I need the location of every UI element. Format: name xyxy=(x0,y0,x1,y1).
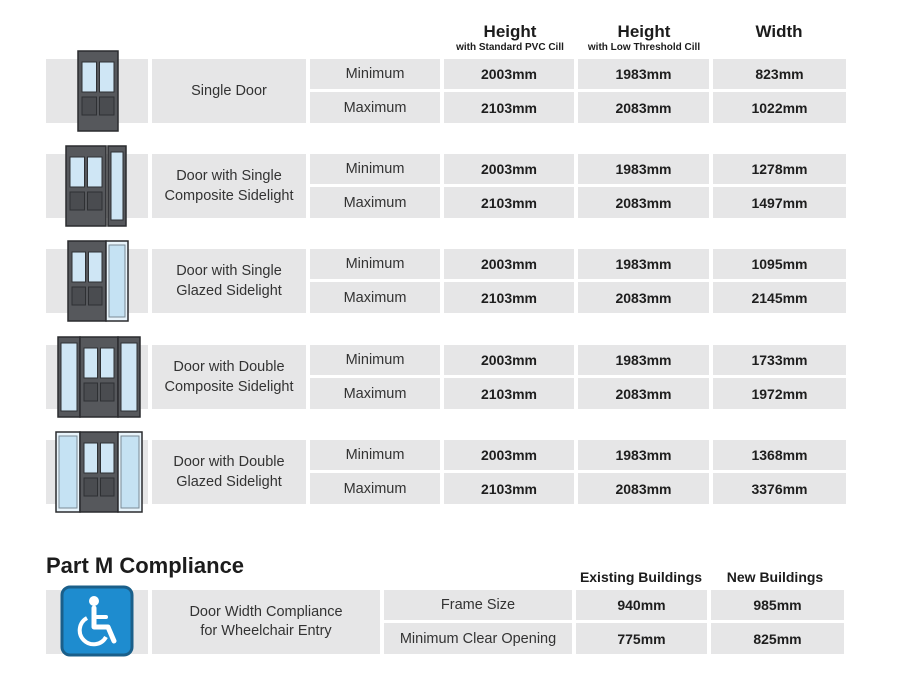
header-height-standard-sub: with Standard PVC Cill xyxy=(456,42,564,53)
maximum-label: Maximum xyxy=(310,282,440,313)
height-standard-value: 2003mm xyxy=(444,249,574,279)
height-low-value: 1983mm xyxy=(578,154,709,184)
door-double-composite-sidelight-icon xyxy=(46,333,150,425)
width-value: 2145mm xyxy=(713,282,846,313)
width-value: 1095mm xyxy=(713,249,846,279)
height-low-value: 2083mm xyxy=(578,473,709,504)
height-low-value: 1983mm xyxy=(578,440,709,470)
height-standard-value: 2103mm xyxy=(444,473,574,504)
door-row xyxy=(46,154,846,218)
door-type-name xyxy=(152,59,306,123)
height-standard-value: 2103mm xyxy=(444,378,574,409)
part-m-frame-existing: 940mm xyxy=(576,590,707,620)
width-value: 1368mm xyxy=(713,440,846,470)
height-low-value: 2083mm xyxy=(578,282,709,313)
door-type-name xyxy=(152,345,306,409)
width-value: 1497mm xyxy=(713,187,846,218)
header-width xyxy=(713,22,845,42)
part-m-label-frame-size: Frame Size xyxy=(384,590,572,620)
minimum-label: Minimum xyxy=(310,154,440,184)
door-row xyxy=(46,345,846,409)
part-m-desc-line2: for Wheelchair Entry xyxy=(200,623,332,639)
door-type-name xyxy=(152,440,306,504)
width-value: 3376mm xyxy=(713,473,846,504)
header-width-title: Width xyxy=(755,22,803,41)
part-m-label-clear-opening: Minimum Clear Opening xyxy=(384,623,572,654)
header-height-low-title: Height xyxy=(617,22,671,41)
height-low-value: 1983mm xyxy=(578,249,709,279)
height-standard-value: 2003mm xyxy=(444,345,574,375)
minimum-label: Minimum xyxy=(310,440,440,470)
height-low-value: 1983mm xyxy=(578,59,709,89)
height-low-value: 2083mm xyxy=(578,92,709,123)
width-value: 1278mm xyxy=(713,154,846,184)
part-m-clear-existing: 775mm xyxy=(576,623,707,654)
width-value: 1022mm xyxy=(713,92,846,123)
height-standard-value: 2103mm xyxy=(444,92,574,123)
part-m-description xyxy=(152,590,380,654)
width-value: 823mm xyxy=(713,59,846,89)
door-type-line: Glazed Sidelight xyxy=(176,283,282,299)
height-standard-value: 2003mm xyxy=(444,154,574,184)
height-standard-value: 2003mm xyxy=(444,59,574,89)
door-type-name xyxy=(152,249,306,313)
maximum-label: Maximum xyxy=(310,473,440,504)
header-height-low-sub: with Low Threshold Cill xyxy=(587,42,701,53)
minimum-label: Minimum xyxy=(310,59,440,89)
height-standard-value: 2103mm xyxy=(444,187,574,218)
width-value: 1733mm xyxy=(713,345,846,375)
door-type-line: Door with Double xyxy=(173,359,285,375)
maximum-label: Maximum xyxy=(310,378,440,409)
door-type-line: Composite Sidelight xyxy=(164,188,294,204)
header-height-standard-title: Height xyxy=(483,22,537,41)
part-m-frame-new: 985mm xyxy=(711,590,844,620)
door-row xyxy=(46,440,846,504)
door-single-composite-sidelight-icon xyxy=(46,142,150,234)
maximum-label: Maximum xyxy=(310,92,440,123)
height-low-value: 2083mm xyxy=(578,378,709,409)
part-m-title: Part M Compliance xyxy=(46,553,245,578)
door-type-line: Single Door xyxy=(191,83,267,99)
door-type-line: Glazed Sidelight xyxy=(176,474,282,490)
door-type-line: Composite Sidelight xyxy=(164,379,294,395)
header-height-low xyxy=(576,22,712,54)
door-double-glazed-sidelight-icon xyxy=(46,428,150,520)
maximum-label: Maximum xyxy=(310,187,440,218)
header-height-standard xyxy=(445,22,575,54)
width-value: 1972mm xyxy=(713,378,846,409)
height-low-value: 1983mm xyxy=(578,345,709,375)
door-type-line: Door with Double xyxy=(173,454,285,470)
height-standard-value: 2003mm xyxy=(444,440,574,470)
wheelchair-icon xyxy=(60,585,134,657)
part-m-desc-line1: Door Width Compliance xyxy=(189,604,343,620)
header-existing-buildings: Existing Buildings xyxy=(579,569,703,585)
part-m-icon-cell xyxy=(46,590,148,654)
minimum-label: Minimum xyxy=(310,249,440,279)
height-standard-value: 2103mm xyxy=(444,282,574,313)
door-row xyxy=(46,249,846,313)
part-m-table xyxy=(46,590,846,654)
door-type-line: Door with Single xyxy=(176,168,282,184)
part-m-clear-new: 825mm xyxy=(711,623,844,654)
door-row xyxy=(46,59,846,123)
door-type-line: Door with Single xyxy=(176,263,282,279)
door-single-glazed-sidelight-icon xyxy=(46,237,150,329)
door-type-name xyxy=(152,154,306,218)
single-door-icon xyxy=(46,47,150,139)
height-low-value: 2083mm xyxy=(578,187,709,218)
minimum-label: Minimum xyxy=(310,345,440,375)
header-new-buildings: New Buildings xyxy=(726,569,824,585)
